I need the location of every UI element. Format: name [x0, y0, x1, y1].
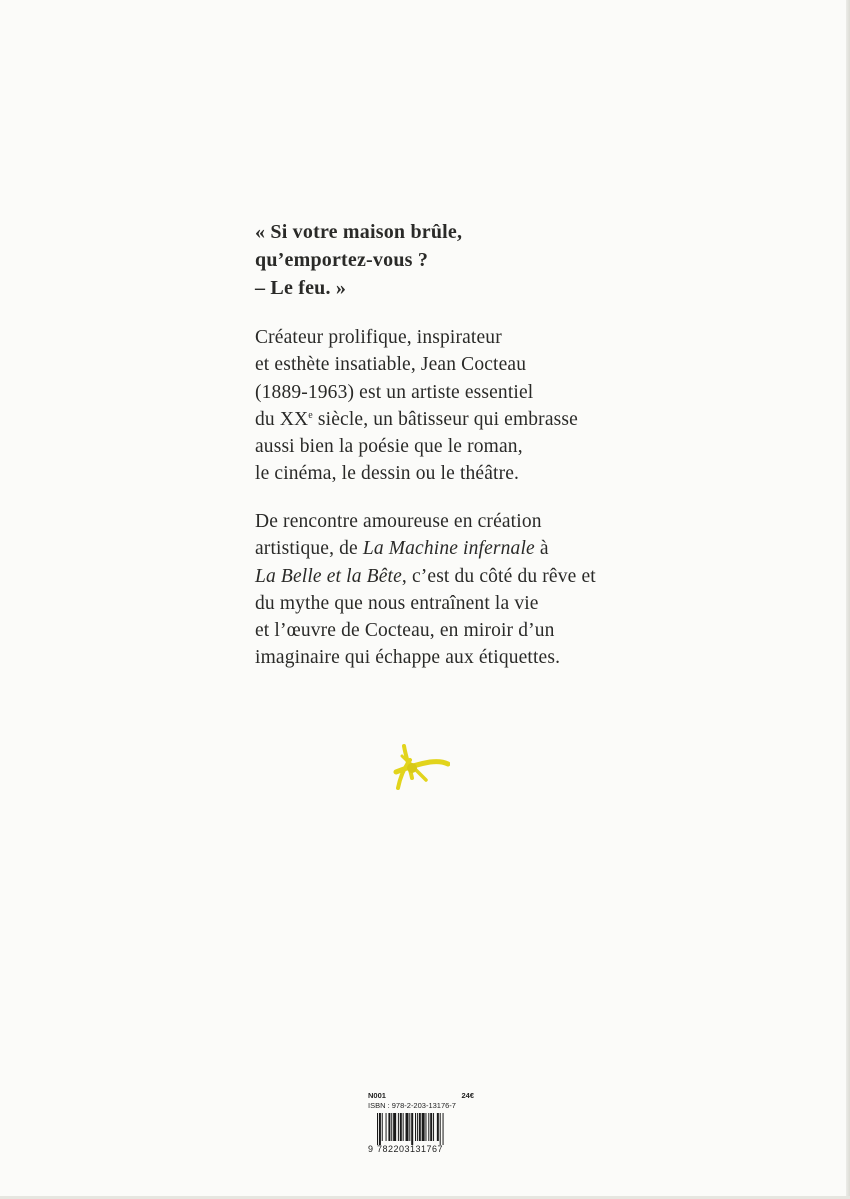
- price: 24€: [461, 1091, 474, 1100]
- bio-paragraph: [255, 324, 675, 488]
- quote-line: « Si votre maison brûle,: [255, 221, 463, 243]
- summary-text: artistique, de: [255, 538, 363, 560]
- summary-line: imaginaire qui échappe aux étiquettes.: [255, 647, 561, 669]
- quote-line: qu’emportez-vous ?: [255, 249, 429, 271]
- barcode-block: [368, 1091, 474, 1154]
- summary-text: , c’est du côté du rêve et: [401, 565, 596, 587]
- work-title: La Belle et la Bête: [255, 565, 402, 587]
- barcode-bars: [368, 1113, 474, 1145]
- bio-line: [255, 406, 675, 433]
- summary-text: à: [534, 538, 549, 560]
- summary-line: De rencontre amoureuse en création: [255, 511, 542, 532]
- summary-line: et l’œuvre de Cocteau, en miroir d’un: [255, 620, 555, 642]
- bio-line-rest: siècle, un bâtisseur qui embrasse: [312, 408, 578, 430]
- page-edge: [846, 0, 850, 1199]
- summary-line: [255, 535, 675, 562]
- quote-line: – Le feu. »: [255, 277, 347, 299]
- work-title: La Machine infernale: [362, 538, 535, 560]
- product-code: N001: [368, 1091, 386, 1100]
- ean-digits: [368, 1144, 474, 1154]
- summary-line: [255, 563, 675, 590]
- ean-prefix: 9: [368, 1144, 374, 1154]
- ean-number: 782203131767: [377, 1144, 444, 1154]
- summary-line: du mythe que nous entraînent la vie: [255, 592, 539, 614]
- bio-line: le cinéma, le dessin ou le théâtre.: [255, 463, 520, 485]
- bio-line: (1889-1963) est un artiste essentiel: [255, 381, 534, 403]
- summary-paragraph: [255, 508, 675, 672]
- century-text: du XX: [255, 408, 309, 430]
- bio-line: aussi bien la poésie que le roman,: [255, 436, 523, 458]
- code-price-row: [368, 1091, 474, 1100]
- star-brush-icon: [388, 738, 450, 794]
- isbn-number: ISBN : 978-2-203-13176-7: [368, 1101, 456, 1110]
- century-superscript: e: [308, 409, 313, 421]
- bio-line: Créateur prolifique, inspirateur: [255, 327, 502, 348]
- bio-line: et esthète insatiable, Jean Cocteau: [255, 354, 527, 376]
- pull-quote: [255, 218, 675, 302]
